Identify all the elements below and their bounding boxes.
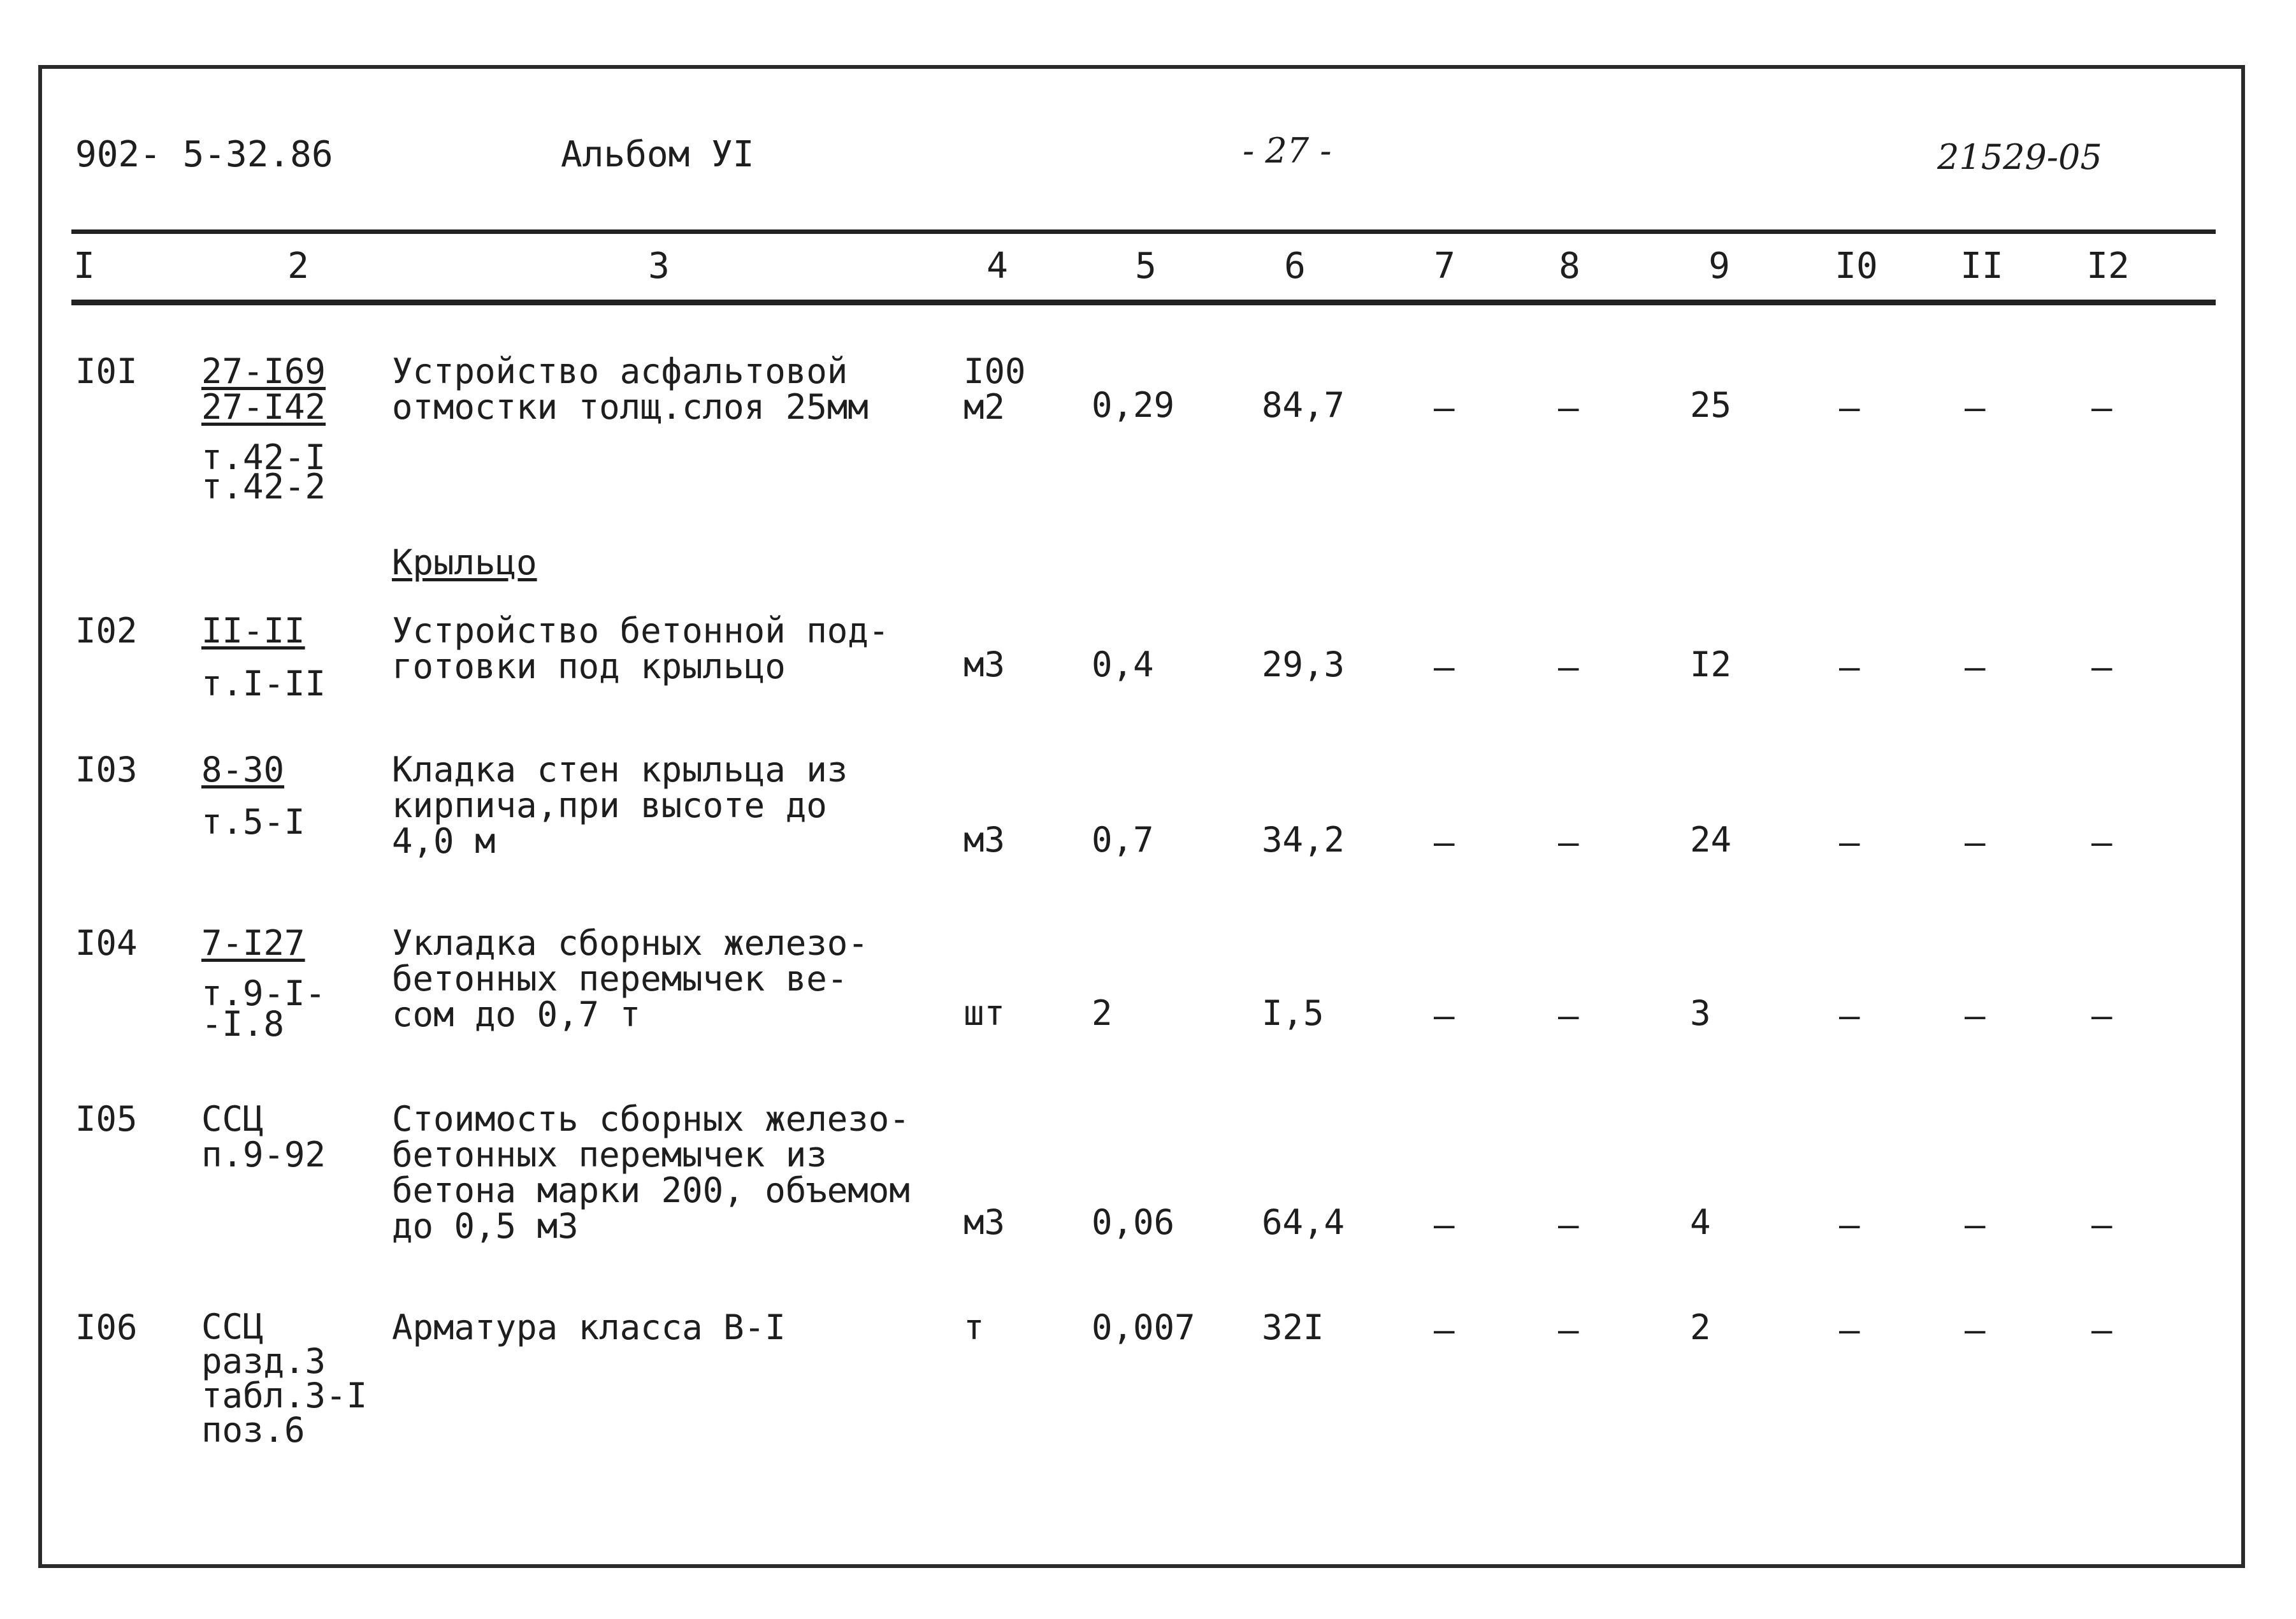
row-price: 64,4 <box>1262 1202 1345 1242</box>
album-title: Альбом УI <box>561 134 755 175</box>
row-col11: – <box>1965 647 1986 687</box>
row-col9: 2 <box>1690 1307 1711 1347</box>
row-col12: – <box>2091 388 2112 428</box>
page-number: - 27 - <box>1243 131 1332 171</box>
row-col9: 3 <box>1690 993 1711 1033</box>
row-number: I04 <box>75 923 138 963</box>
row-col11: – <box>1965 1205 1986 1245</box>
row-col10: – <box>1839 1310 1860 1350</box>
row-price: I,5 <box>1262 993 1324 1033</box>
col-header-4: 4 <box>986 245 1008 287</box>
row-unit: м3 <box>964 820 1006 860</box>
row-col12: – <box>2091 822 2112 862</box>
row-col7: – <box>1434 822 1455 862</box>
row-col10: – <box>1839 647 1860 687</box>
row-col11: – <box>1965 1310 1986 1350</box>
row-code-primary: 7-I27 <box>201 923 305 963</box>
row-quantity: 0,06 <box>1092 1202 1175 1242</box>
row-col12: – <box>2091 1205 2112 1245</box>
col-header-6: 6 <box>1284 245 1306 287</box>
row-col7: – <box>1434 388 1455 428</box>
row-code-primary: ССЦ разд.3 табл.3-I поз.6 <box>201 1307 368 1450</box>
col-header-11: II <box>1960 245 2004 287</box>
col-header-7: 7 <box>1434 245 1455 287</box>
col-header-2: 2 <box>287 245 309 287</box>
row-quantity: 0,7 <box>1092 820 1154 860</box>
col-header-10: I0 <box>1835 245 1878 287</box>
row-description: Кладка стен крыльца из кирпича,при высоте до 4,0 м <box>392 750 848 861</box>
inventory-number: 21529-05 <box>1937 137 2102 177</box>
header-rule-top <box>71 229 2216 234</box>
row-quantity: 0,007 <box>1092 1307 1195 1347</box>
row-col12: – <box>2091 996 2112 1036</box>
row-col10: – <box>1839 822 1860 862</box>
row-code-primary: ССЦ п.9-92 <box>201 1099 326 1175</box>
row-price: 84,7 <box>1262 385 1345 425</box>
row-number: I02 <box>75 611 138 651</box>
row-col7: – <box>1434 1205 1455 1245</box>
row-code-secondary: т.9-I- -I.8 <box>201 973 326 1044</box>
row-code-primary: 8-30 <box>201 750 285 790</box>
row-unit: I00 м2 <box>964 351 1026 427</box>
section-title: Крыльцо <box>392 542 537 583</box>
row-col10: – <box>1839 1205 1860 1245</box>
row-description: Устройство асфальтовой отмостки толщ.слоя 25мм <box>392 351 869 427</box>
col-header-8: 8 <box>1559 245 1580 287</box>
row-code-secondary: т.I-II <box>201 664 326 704</box>
row-col8: – <box>1558 1205 1579 1245</box>
col-header-3: 3 <box>648 245 670 287</box>
row-col11: – <box>1965 822 1986 862</box>
row-code-secondary: т.5-I <box>201 802 305 842</box>
row-code-primary: 27-I69 27-I42 <box>201 351 326 427</box>
row-description: Арматура класса В-I <box>392 1307 786 1347</box>
row-description: Устройство бетонной под- готовки под крыльцо <box>392 611 890 686</box>
row-col7: – <box>1434 647 1455 687</box>
row-col9: 4 <box>1690 1202 1711 1242</box>
row-col9: 24 <box>1690 820 1732 860</box>
row-number: I0I <box>75 351 138 391</box>
row-col12: – <box>2091 647 2112 687</box>
row-quantity: 0,4 <box>1092 644 1154 685</box>
row-unit: т <box>964 1307 985 1347</box>
row-col8: – <box>1558 388 1579 428</box>
row-price: 32I <box>1262 1307 1324 1347</box>
row-price: 29,3 <box>1262 644 1345 685</box>
row-unit: м3 <box>964 644 1006 685</box>
row-col9: I2 <box>1690 644 1732 685</box>
row-number: I03 <box>75 750 138 790</box>
row-col8: – <box>1558 647 1579 687</box>
row-col7: – <box>1434 1310 1455 1350</box>
row-description: Укладка сборных железо- бетонных перемычек ве- сом до 0,7 т <box>392 923 869 1035</box>
header-rule-bottom <box>71 300 2216 305</box>
col-header-5: 5 <box>1135 245 1157 287</box>
row-unit: шт <box>964 993 1006 1033</box>
row-col12: – <box>2091 1310 2112 1350</box>
row-col9: 25 <box>1690 385 1732 425</box>
row-col10: – <box>1839 388 1860 428</box>
row-unit: м3 <box>964 1202 1006 1242</box>
col-header-9: 9 <box>1708 245 1730 287</box>
col-header-12: I2 <box>2086 245 2130 287</box>
row-code-secondary: т.42-I т.42-2 <box>201 437 326 507</box>
col-header-1: I <box>73 245 95 287</box>
row-col8: – <box>1558 822 1579 862</box>
row-col11: – <box>1965 996 1986 1036</box>
row-number: I05 <box>75 1099 138 1139</box>
row-quantity: 2 <box>1092 993 1113 1033</box>
row-col8: – <box>1558 996 1579 1036</box>
row-quantity: 0,29 <box>1092 385 1175 425</box>
row-code-primary: II-II <box>201 611 305 651</box>
row-number: I06 <box>75 1307 138 1347</box>
row-price: 34,2 <box>1262 820 1345 860</box>
row-col8: – <box>1558 1310 1579 1350</box>
row-col11: – <box>1965 388 1986 428</box>
row-col10: – <box>1839 996 1860 1036</box>
doc-code: 902- 5-32.86 <box>75 134 333 175</box>
row-col7: – <box>1434 996 1455 1036</box>
row-description: Стоимость сборных железо- бетонных перемычек из бетона марки 200, объемом до 0,5 м3 <box>392 1099 910 1246</box>
